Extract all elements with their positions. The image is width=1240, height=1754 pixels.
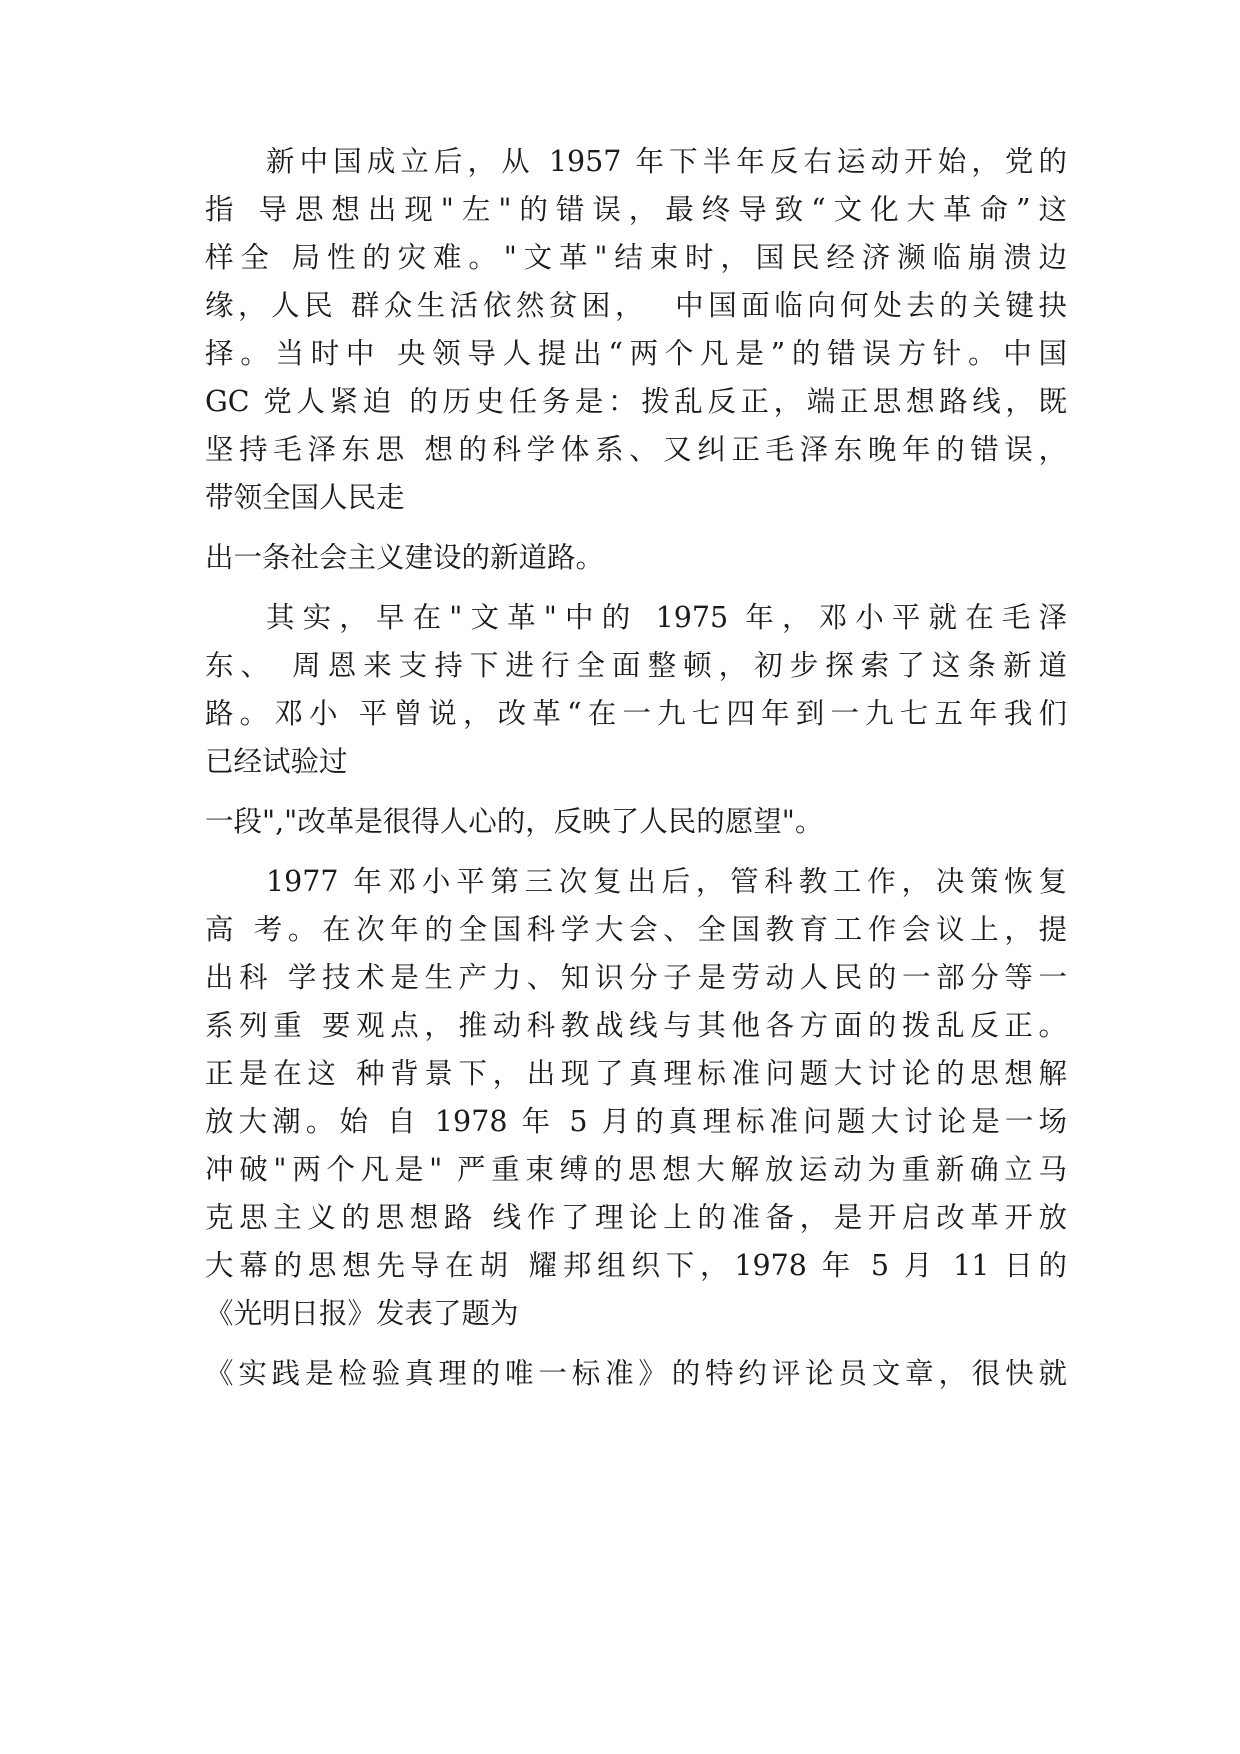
text-line: 东、 周恩来支持下进行全面整顿，初步探索了这条新道 [205, 649, 1067, 682]
text-line: 《实践是检验真理的唯一标准》的特约评论员文章，很快就 [205, 1357, 1067, 1390]
text-line: 放大潮。始 自 1978 年 5 月的真理标准问题大讨论是一场 [205, 1105, 1067, 1138]
text-line: 一段","改革是很得人心的，反映了人民的愿望"。 [205, 805, 824, 838]
text-line: 冲破"两个凡是" 严重束缚的思想大解放运动为重新确立马 [205, 1153, 1067, 1186]
text-line: 系列重 要观点，推动科教战线与其他各方面的拨乱反正。 [205, 1009, 1067, 1042]
text-line: GC 党人紧迫 的历史任务是：拨乱反正，端正思想路线，既 [205, 385, 1067, 418]
text-line: 指 导思想出现"左"的错误，最终导致“文化大革命”这 [205, 193, 1067, 226]
text-line: 其实，早在"文革"中的 1975 年，邓小平就在毛泽 [266, 601, 1067, 634]
text-line: 《光明日报》发表了题为 [205, 1297, 519, 1330]
text-line: 出科 学技术是生产力、知识分子是劳动人民的一部分等一 [205, 961, 1067, 994]
text-line: 路。邓小 平曾说，改革“在一九七四年到一九七五年我们 [205, 697, 1067, 730]
text-line: 出一条社会主义建设的新道路。 [205, 541, 605, 574]
text-line: 坚持毛泽东思 想的科学体系、又纠正毛泽东晚年的错误， [205, 433, 1067, 466]
text-line: 克思主义的思想路 线作了理论上的准备，是开启改革开放 [205, 1201, 1067, 1234]
text-line: 1977 年邓小平第三次复出后，管科教工作，决策恢复 [266, 865, 1067, 898]
text-line: 带领全国人民走 [205, 481, 405, 514]
text-line: 择。当时中 央领导人提出“两个凡是”的错误方针。中国 [205, 337, 1067, 370]
text-line: 正是在这 种背景下，出现了真理标准问题大讨论的思想解 [205, 1057, 1067, 1090]
text-line: 缘，人民 群众生活依然贫困， 中国面临向何处去的关键抉 [205, 289, 1067, 322]
text-line: 大幕的思想先导在胡 耀邦组织下，1978 年 5 月 11 日的 [205, 1249, 1067, 1282]
text-line: 高 考。在次年的全国科学大会、全国教育工作会议上，提 [205, 913, 1067, 946]
text-line: 样全 局性的灾难。"文革"结束时，国民经济濒临崩溃边 [205, 241, 1067, 274]
text-line: 已经试验过 [205, 745, 348, 778]
text-line: 新中国成立后，从 1957 年下半年反右运动开始，党的 [266, 145, 1067, 178]
